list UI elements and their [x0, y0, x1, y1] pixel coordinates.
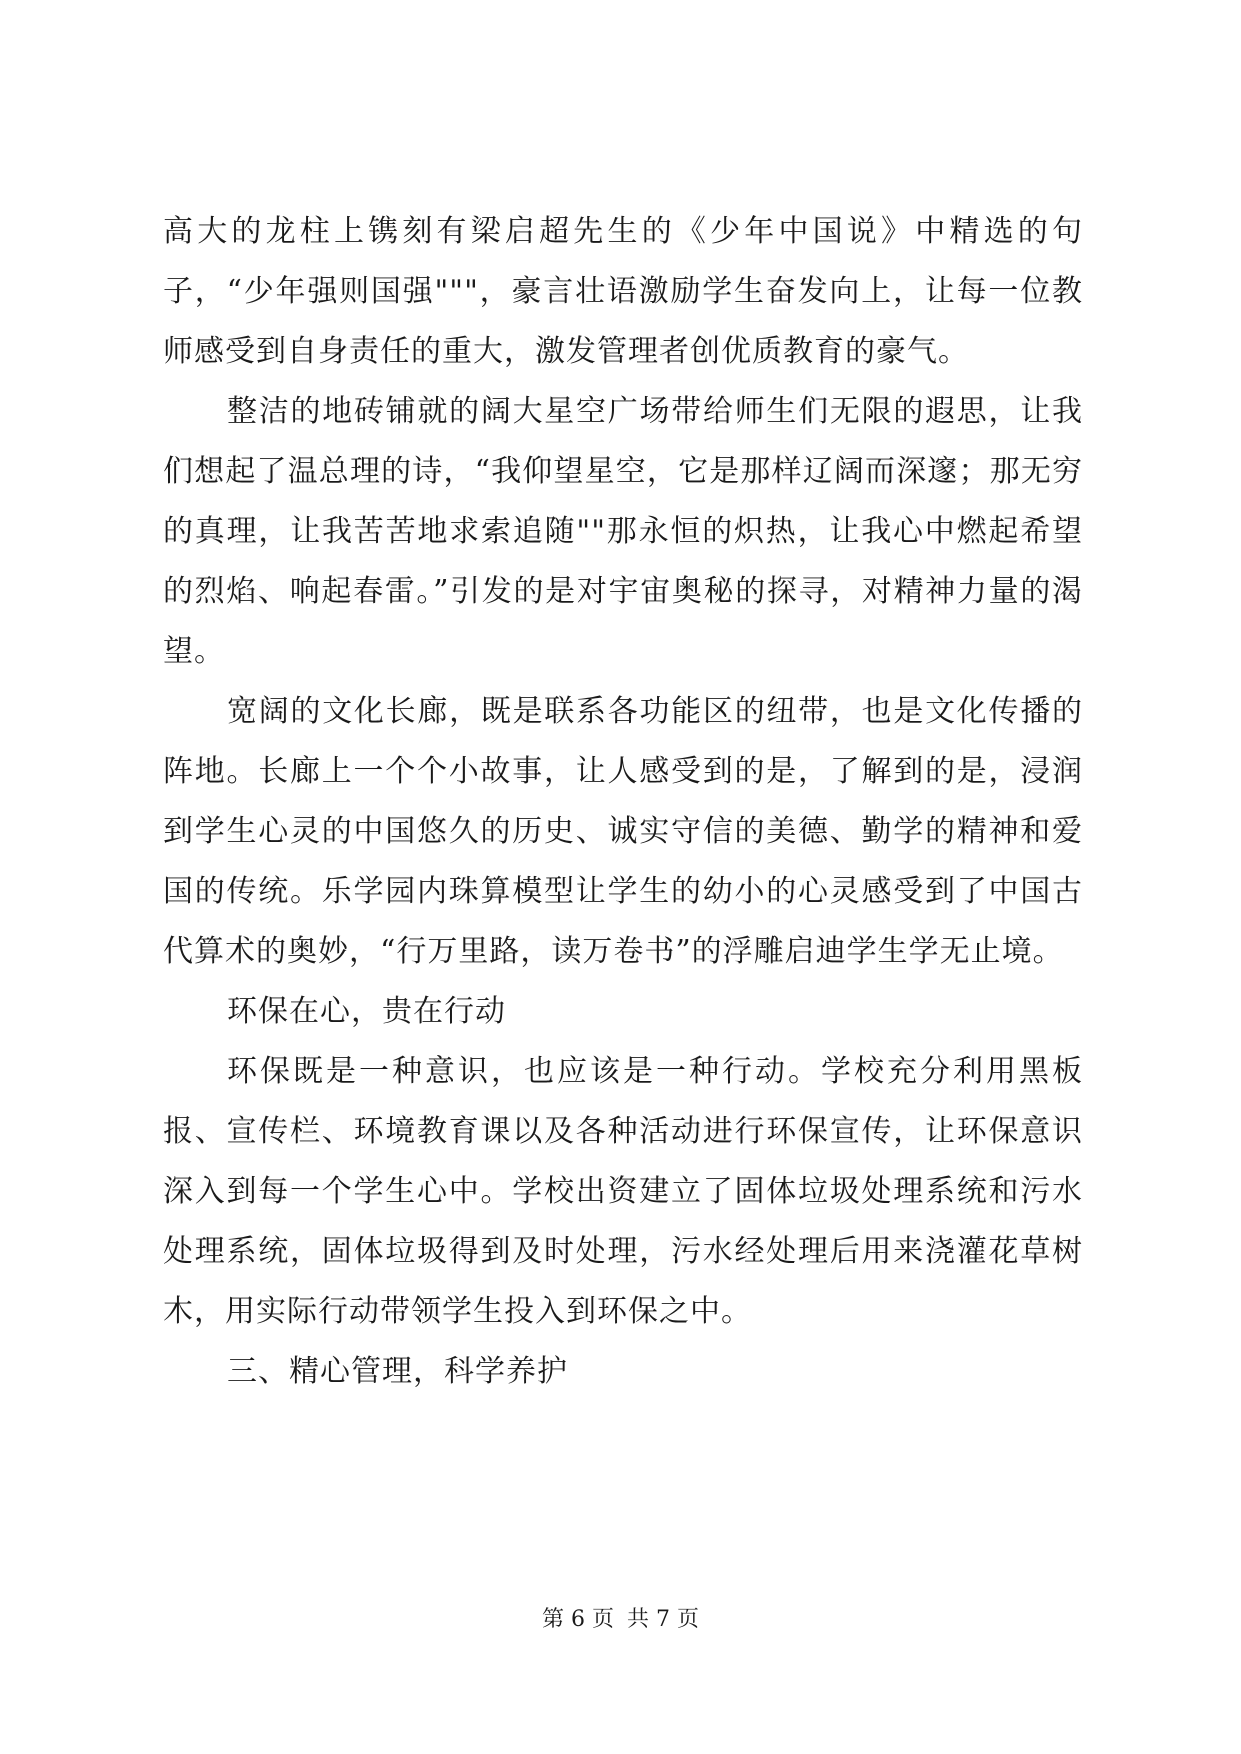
- paragraph-star-plaza: 整洁的地砖铺就的阔大星空广场带给师生们无限的遐思，让我们想起了温总理的诗，“我仰望星空，它是那样辽阔而深邃；那无穷的真理，让我苦苦地求索追随""那永恒的炽热，让我心中燃起希望的烈焰、响起春雷。”引发的是对宇宙奥秘的探寻，对精神力量的渴望。: [163, 394, 1083, 669]
- paragraph-dragon-pillar: 高大的龙柱上镌刻有梁启超先生的《少年中国说》中精选的句子，“少年强则国强"""，豪言壮语激励学生奋发向上，让每一位教师感受到自身责任的重大，激发管理者创优质教育的豪气。: [163, 214, 1083, 369]
- section-heading-management: 三、精心管理，科学养护: [227, 1354, 568, 1389]
- page-number: 第 6 页: [542, 1607, 614, 1632]
- paragraph-environmental-action: 环保既是一种意识，也应该是一种行动。学校充分利用黑板报、宣传栏、环境教育课以及各种活动进行环保宣传，让环保意识深入到每一个学生心中。学校出资建立了固体垃圾处理系统和污水处理系统，固体垃圾得到及时处理，污水经处理后用来浇灌花草树木，用实际行动带领学生投入到环保之中。: [163, 1054, 1083, 1329]
- document-body: [163, 202, 1083, 1402]
- section-heading-environment: 环保在心，贵在行动: [227, 994, 506, 1029]
- paragraph-culture-corridor: 宽阔的文化长廊，既是联系各功能区的纽带，也是文化传播的阵地。长廊上一个个小故事，让人感受到的是，了解到的是，浸润到学生心灵的中国悠久的历史、诚实守信的美德、勤学的精神和爱国的传统。乐学园内珠算模型让学生的幼小的心灵感受到了中国古代算术的奥妙，“行万里路，读万卷书”的浮雕启迪学生学无止境。: [163, 694, 1083, 969]
- page-total: 共 7 页: [627, 1607, 699, 1632]
- page-footer: [0, 1605, 1241, 1635]
